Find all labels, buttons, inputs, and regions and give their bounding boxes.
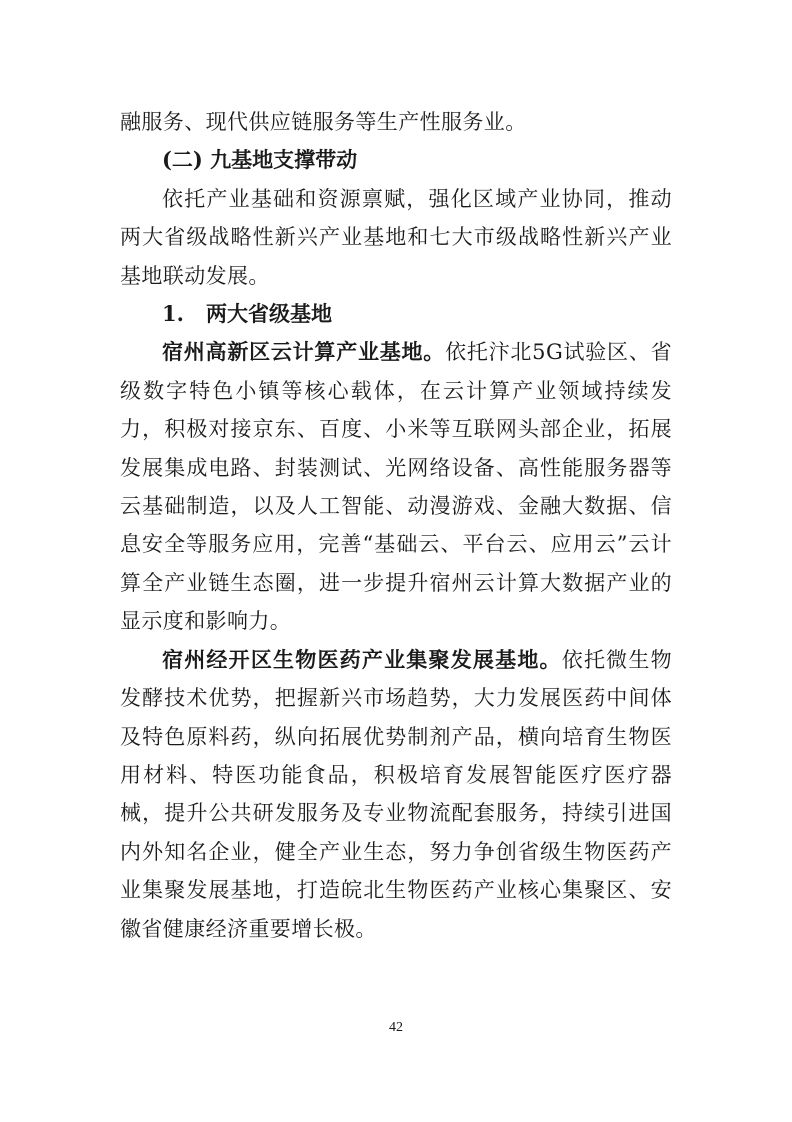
base1-paragraph: [120, 333, 672, 640]
page-number: 42: [389, 1020, 403, 1035]
base1-lead: 宿州高新区云计算产业基地。: [162, 339, 446, 365]
subheading-number: 1.: [162, 301, 184, 327]
base2-paragraph: [120, 641, 672, 948]
base2-lead: 宿州经开区生物医药产业集聚发展基地。: [162, 646, 562, 672]
continuation-paragraph: 融服务、现代供应链服务等生产性服务业。: [120, 110, 527, 134]
subheading-title: 两大省级基地: [206, 301, 332, 327]
intro-paragraph: 依托产业基础和资源禀赋，强化区域产业协同，推动两大省级战略性新兴产业基地和七大市级战略性新兴产业基地联动发展。: [120, 186, 672, 288]
subheading: [120, 295, 672, 333]
page-content: [120, 103, 672, 948]
base2-body: 依托微生物发酵技术优势，把握新兴市场趋势，大力发展医药中间体及特色原料药，纵向拓展优势制剂产品，横向培育生物医用材料、特医功能食品，积极培育发展智能医疗医疗器械，提升公共研发服务及专业物流配套服务，持续引进国内外知名企业，健全产业生态，努力争创省级生物医药产业集聚发展基地，打造皖北生物医药产业核心集聚区、安徽省健康经济重要增长极。: [120, 647, 673, 941]
base1-body: 依托汴北5G试验区、省级数字特色小镇等核心载体，在云计算产业领域持续发力，积极对接京东、百度、小米等互联网头部企业，拓展发展集成电路、封装测试、光网络设备、高性能服务器等云基础制造，以及人工智能、动漫游戏、金融大数据、信息安全等服务应用，完善“基础云、平台云、应用云”云计算全产业链生态圈，进一步提升宿州云计算大数据产业的显示度和影响力。: [120, 340, 672, 634]
section-heading: (二) 九基地支撑带动: [162, 147, 358, 173]
